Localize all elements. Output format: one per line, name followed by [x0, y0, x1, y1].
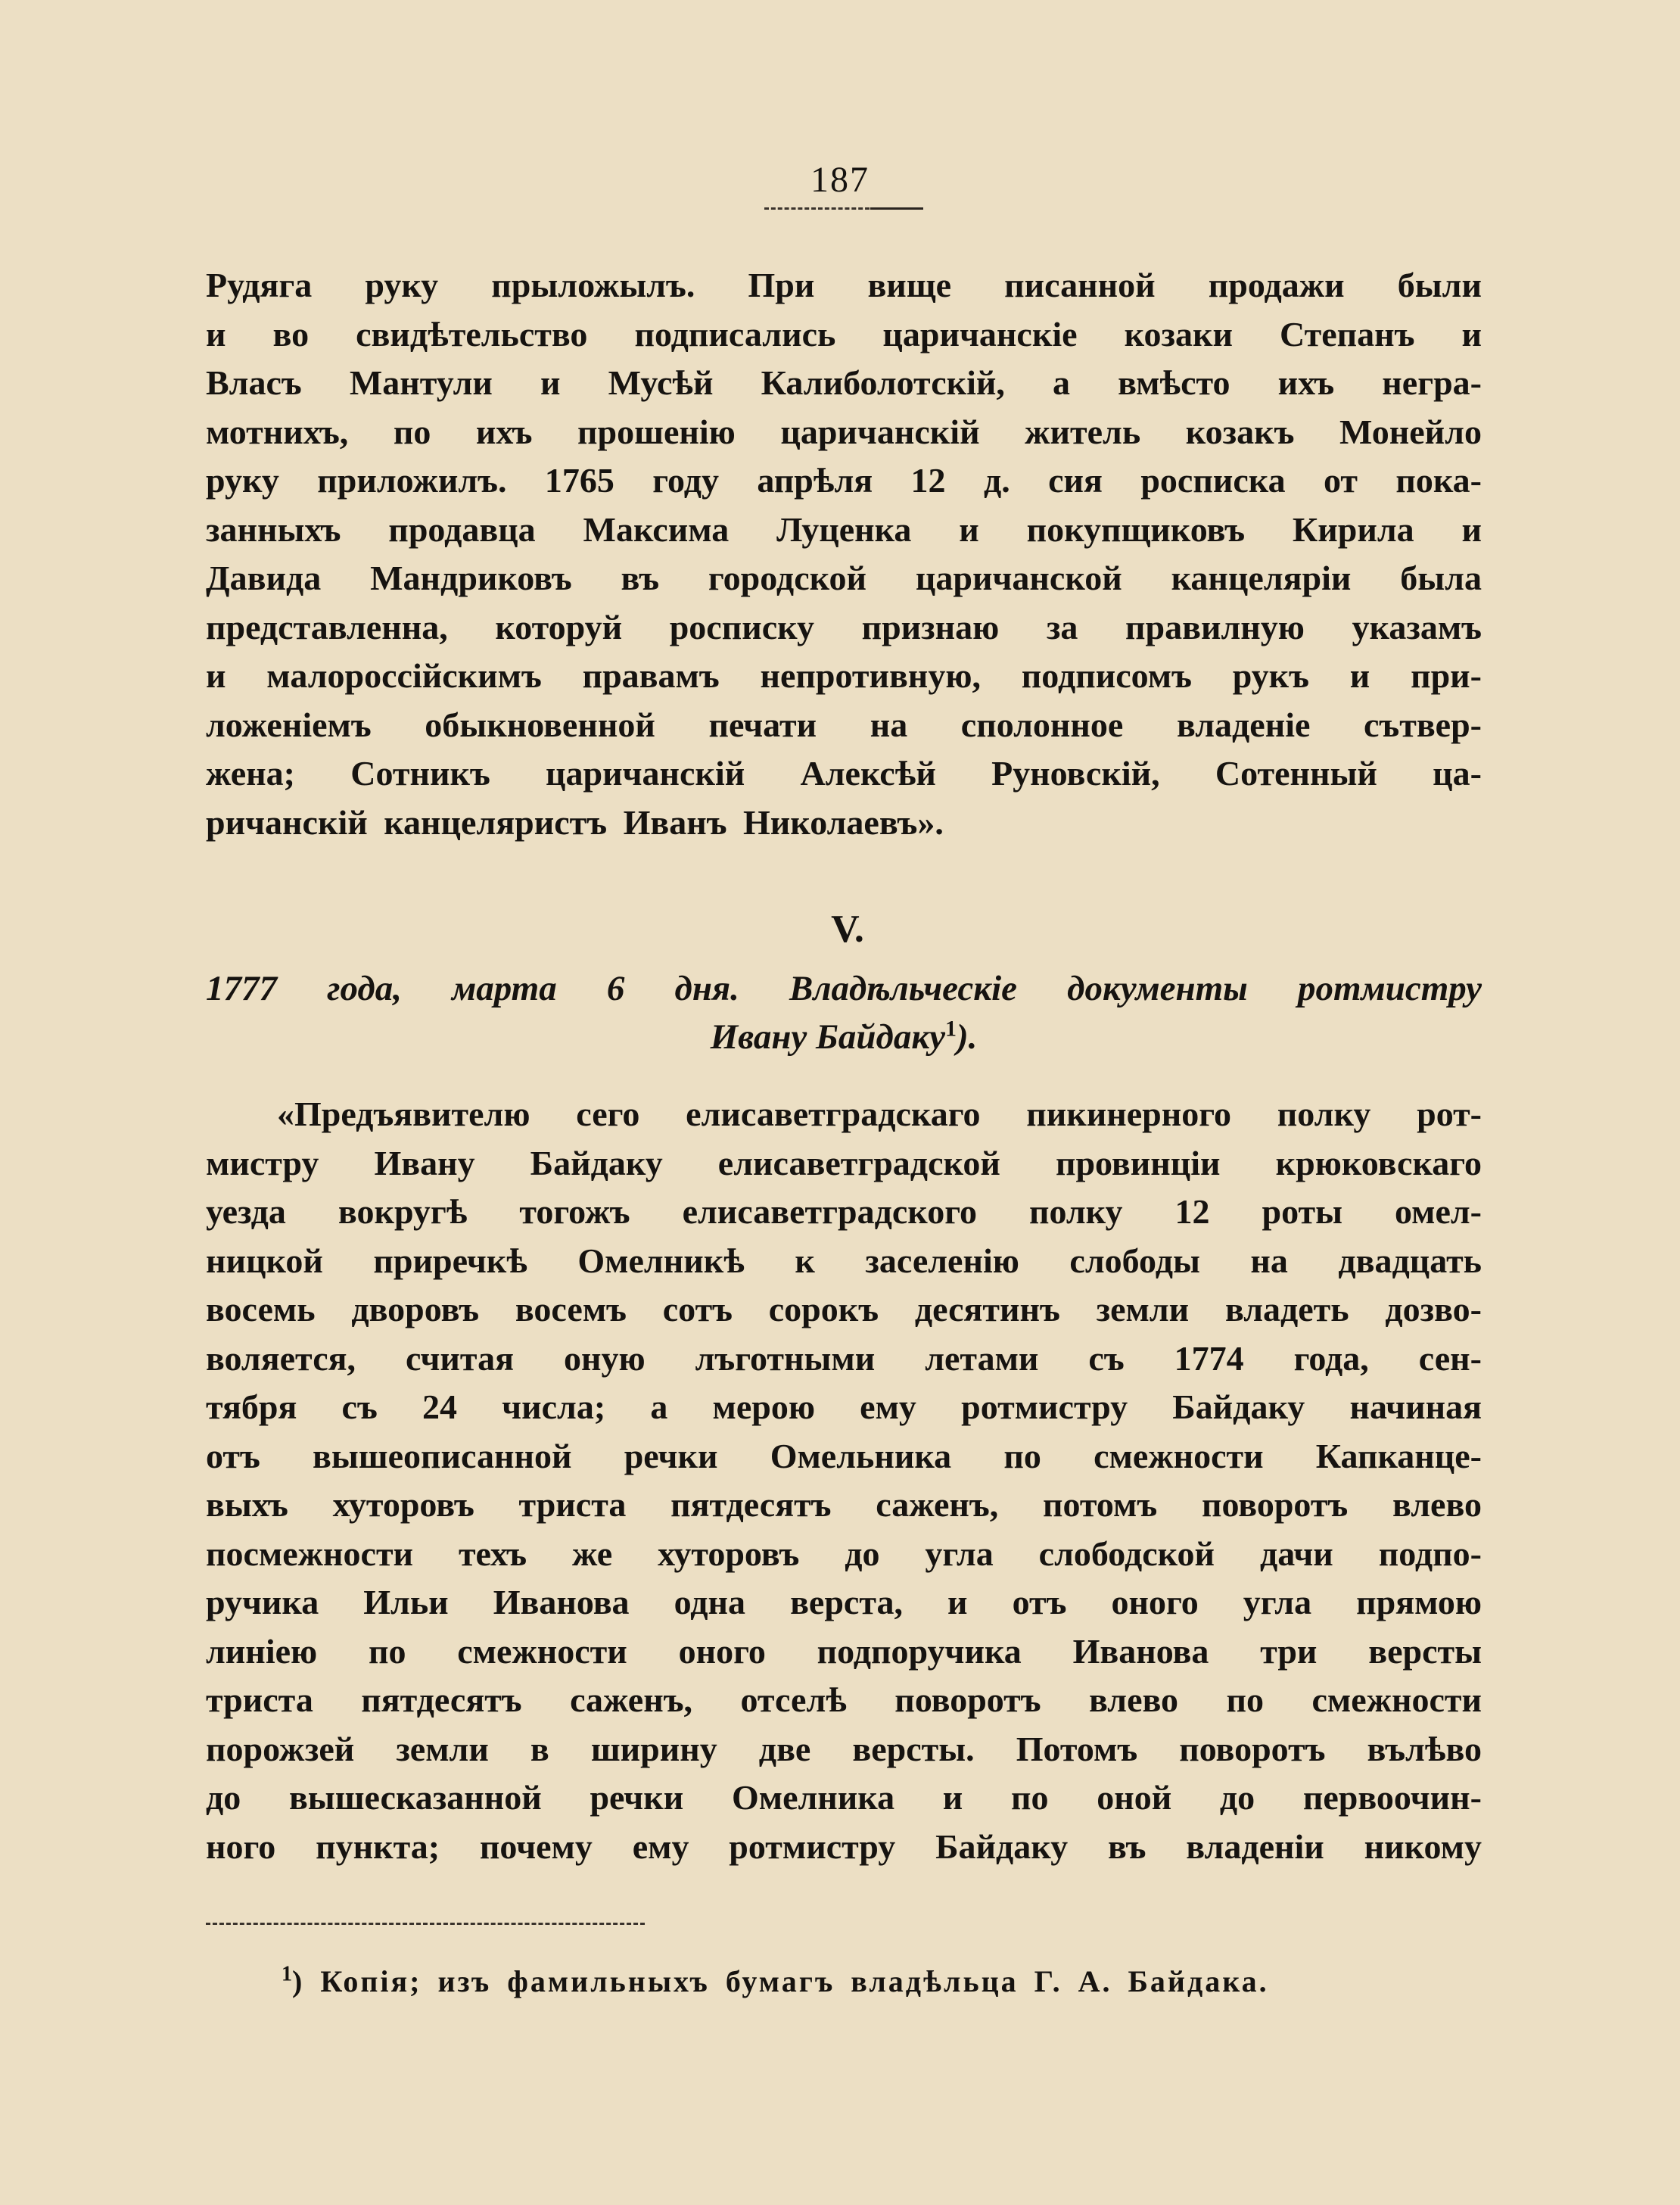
text-line: отъ вышеописанной речки Омельника по смежности Капканце-	[206, 1436, 1482, 1475]
text-line: посмежности техъ же хуторовъ до угла слободской дачи подпо-	[206, 1534, 1482, 1573]
section-heading-line	[206, 1013, 1482, 1061]
text-line: ручика Ильи Иванова одна верста, и отъ оного угла прямою	[206, 1583, 1482, 1621]
text-line: и во свидѣтельство подписались царичанскіе козаки Степанъ и	[206, 314, 1482, 353]
footnote-divider	[206, 1923, 645, 1925]
paragraph-continuation	[206, 261, 1482, 847]
text-line: порожзей земли в ширину две версты. Потомъ поворотъ вълѣво	[206, 1729, 1482, 1768]
text-line: воляется, считая оную лъготными летами съ 1774 года, сен-	[206, 1338, 1482, 1378]
footnote-reference[interactable]: 1	[945, 1016, 957, 1042]
text-line: Власъ Мантули и Мусѣй Калиболотскій, а вмѣсто ихъ негра-	[206, 363, 1482, 402]
text-line: мистру Ивану Байдаку елисаветградской провинціи крюковскаго	[206, 1143, 1482, 1182]
section-heading-close: ).	[957, 1017, 978, 1057]
text-line: мотнихъ, по ихъ прошенію царичанскій житель козакъ Монейло	[206, 412, 1482, 451]
text-line: ного пункта; почему ему ротмистру Байдаку въ владеніи никому	[206, 1827, 1482, 1866]
text-line: представленна, которуй росписку признаю за правилную указамъ	[206, 607, 1482, 646]
text-line: и малороссійскимъ правамъ непротивную, подписомъ рукъ и при-	[206, 656, 1482, 695]
footnote	[282, 1959, 1417, 2004]
footnote-text: Копія; изъ фамильныхъ бумагъ владѣльца Г. А. Байдака.	[320, 1964, 1269, 1998]
section-heading-text: Ивану Байдаку	[710, 1017, 946, 1057]
text-line: тября съ 24 числа; а мерою ему ротмистру Байдаку начиная	[206, 1387, 1482, 1426]
page-number: 187	[810, 160, 870, 200]
paragraph-document	[206, 1090, 1482, 1871]
text-line: восемь дворовъ восемъ сотъ сорокъ десятинъ земли владеть дозво-	[206, 1290, 1482, 1328]
text-line: Рудяга руку прыложылъ. При вище писанной продажи были	[206, 266, 1482, 304]
footnote-paren: )	[292, 1964, 305, 1998]
header-rule-accent	[870, 207, 923, 210]
text-line: до вышесказанной речки Омелника и по оной до первоочин-	[206, 1778, 1482, 1817]
text-line: линіею по смежности оного подпоручика Иванова три версты	[206, 1631, 1482, 1671]
text-line: руку приложилъ. 1765 году апрѣля 12 д. сия росписка от пока-	[206, 461, 1482, 500]
text-line: Давида Мандриковъ въ городской царичанской канцеляріи была	[206, 559, 1482, 597]
text-line: «Предъявителю сего елисаветградскаго пикинерного полку рот-	[277, 1095, 1482, 1133]
text-line: ницкой приречкѣ Омелникѣ к заселенію слободы на двадцать	[206, 1241, 1482, 1280]
text-line: жена; Сотникъ царичанскій Алексѣй Руновскій, Сотенный ца-	[206, 754, 1482, 793]
text-line: уезда вокругѣ тогожъ елисаветградского полку 12 роты омел-	[206, 1192, 1482, 1231]
section-heading-line: 1777 года, марта 6 дня. Владѣльческіе документы ротмистру	[206, 969, 1482, 1008]
text-line: ложеніемъ обыкновенной печати на сполонное владеніе сътвер-	[206, 705, 1482, 744]
text-line: ричанскій канцеляристъ Иванъ Николаевъ».	[206, 802, 944, 842]
text-line: занныхъ продавца Максима Луценка и покупщиковъ Кирила и	[206, 509, 1482, 549]
text-line: триста пятдесятъ саженъ, отселѣ поворотъ влево по смежности	[206, 1680, 1482, 1719]
section-number: V.	[831, 908, 864, 951]
section-heading	[206, 964, 1482, 1061]
footnote-marker: 1	[282, 1962, 292, 1986]
text-line: выхъ хуторовъ триста пятдесятъ саженъ, потомъ поворотъ влево	[206, 1485, 1482, 1524]
